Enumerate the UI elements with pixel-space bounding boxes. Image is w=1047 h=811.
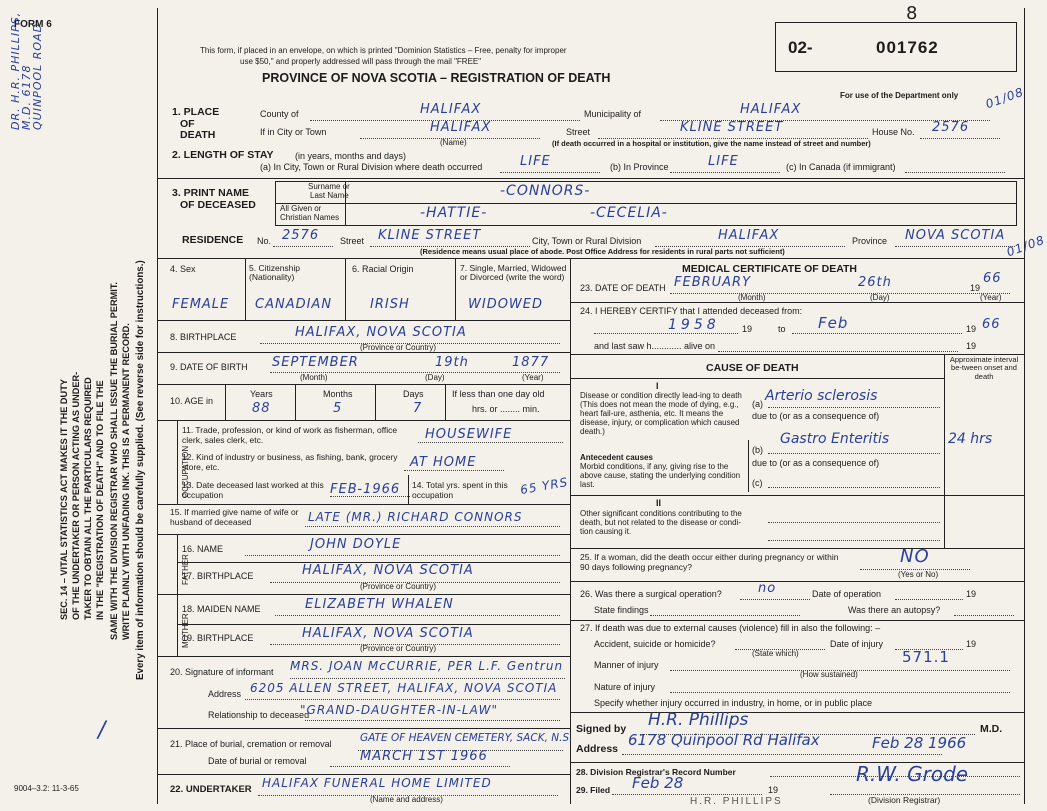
cause-c-line — [768, 487, 940, 488]
citizenship-label: 5. Citizenship (Nationality) — [249, 263, 301, 282]
father-birthplace-label: 17. BIRTHPLACE — [182, 571, 254, 581]
q25-label: 25. If a woman, did the death occur either during pregnancy or within 90 days following pregnancy? — [580, 552, 839, 573]
given-label: All Given or — [280, 204, 322, 213]
antecedent-label: Morbid conditions, if any, giving rise to the above cause, stating the underlying condition last. — [580, 462, 741, 489]
burial-date-line — [330, 766, 510, 767]
row17-bottom — [157, 594, 570, 595]
side-text-4: IN THE "REGISTRATION OF DEATH" AND TO FILE THE — [95, 380, 105, 620]
dob-year-sublabel: (Year) — [522, 373, 544, 382]
house-no-line — [920, 138, 1000, 139]
cause-b-marker: (b) — [752, 445, 763, 455]
q25-sublabel: (Yes or No) — [898, 570, 939, 579]
father-side-label: FATHER — [181, 554, 190, 585]
residence-province-value: NOVA SCOTIA — [905, 228, 1006, 243]
age-div-3 — [375, 384, 376, 420]
name-box-top — [275, 181, 1017, 182]
date-of-operation-label: Date of operation — [812, 589, 882, 599]
father-birthplace-value: HALIFAX, NOVA SCOTIA — [302, 563, 474, 578]
undertaker-value: HALIFAX FUNERAL HOME LIMITED — [262, 776, 492, 790]
autopsy-label: Was there an autopsy? — [848, 605, 941, 615]
surname-label: Surname or — [308, 182, 350, 191]
row26-bottom — [570, 620, 1024, 621]
disease-label: Disease or condition directly lead-ing to death (This does not mean the mode of dying, e.g., heart fail-ure, asthenia, etc. It means the disease, injury, or complication which caused death.) — [580, 391, 742, 436]
registrar-signature: R.W. Grode — [856, 762, 969, 786]
occ-12-label: 12. Kind of industry or business, as fishing, bank, grocery store, etc. — [182, 452, 398, 472]
age-years-label: Years — [250, 389, 273, 399]
med-date-value: Feb 28 1966 — [872, 734, 967, 752]
dod-month-value: FEBRUARY — [674, 275, 752, 290]
row23-bottom — [570, 302, 1024, 303]
row18-bottom — [177, 624, 570, 625]
department-code-2: 01/08 — [1004, 232, 1047, 260]
surname-value: -CONNORS- — [500, 183, 591, 199]
informant-address-value: 6205 ALLEN STREET, HALIFAX, NOVA SCOTIA — [250, 681, 558, 695]
father-birthplace-sublabel: (Province or Country) — [360, 582, 437, 591]
dod-19: 19 — [970, 283, 981, 293]
stay-c-line — [905, 172, 1005, 173]
date-of-death-line — [670, 293, 1010, 294]
name-box-bottom — [275, 225, 1017, 226]
side-text-7: Every item of information should be carefully supplied. (See reverse side for instructions.) — [135, 260, 146, 680]
certify-to-19: 19 — [966, 324, 977, 334]
racial-origin-label: 6. Racial Origin — [352, 264, 414, 274]
spouse-line — [305, 526, 560, 527]
row4-div-3 — [455, 258, 456, 320]
informant-value: MRS. JOAN McCURRIE, PER L.F. Gentrun — [290, 659, 564, 673]
department-code: 01/08 — [983, 84, 1026, 112]
q25-value: NO — [900, 546, 930, 567]
occupation-bar — [177, 420, 178, 504]
mother-birthplace-label: 19. BIRTHPLACE — [182, 633, 254, 643]
city-value: HALIFAX — [430, 120, 492, 135]
stay-a-line — [500, 172, 600, 173]
mother-birthplace-value: HALIFAX, NOVA SCOTIA — [302, 626, 474, 641]
nature-label: Nature of injury — [594, 682, 656, 692]
cause-ii-bottom — [570, 548, 1024, 549]
form-number: FORM 6 — [14, 19, 52, 30]
dod-year-sublabel: (Year) — [980, 293, 1002, 302]
marital-value: WIDOWED — [468, 297, 544, 312]
birthplace-value: HALIFAX, NOVA SCOTIA — [295, 325, 467, 340]
manner-label: Manner of injury — [594, 660, 659, 670]
side-text-5: SAME WITH THE DIVISION REGISTRAR WHO SHALL ISSUE THE BURIAL PERMIT. — [109, 282, 119, 640]
mother-birthplace-sublabel: (Province or Country) — [360, 644, 437, 653]
relationship-value: "GRAND-DAUGHTER-IN-LAW" — [300, 703, 498, 717]
notice-line-2: use $50," and properly addressed will pass through the mail "FREE" — [240, 57, 482, 66]
marital-label: 7. Single, Married, Widowed or Divorced (write the word) — [460, 263, 567, 282]
dod-day-sublabel: (Day) — [870, 293, 890, 302]
name-box-middle — [275, 203, 1017, 204]
father-name-value: JOHN DOYLE — [310, 537, 402, 552]
informant-address-line — [245, 699, 560, 700]
given-name-2-value: -CECELIA- — [590, 205, 668, 221]
q28-label: 28. Division Registrar's Record Number — [576, 767, 736, 777]
certify-from-value: 1958 — [668, 317, 720, 333]
registration-correction: 8 — [906, 3, 919, 24]
how-sustained-sublabel: (How sustained) — [800, 670, 858, 679]
row4-bottom — [157, 320, 570, 321]
hrs-min-label: hrs. or ........ min. — [472, 404, 540, 414]
municipality-value: HALIFAX — [740, 102, 802, 117]
stay-a-label: (a) In City, Town or Rural Division where death occurred — [260, 162, 483, 172]
signed-by-label: Signed by — [576, 723, 627, 735]
side-text-2: OF THE UNDERTAKER OR PERSON ACTING AS UNDER- — [71, 371, 81, 620]
certify-to-value: Feb — [818, 314, 849, 332]
q26-label: 26. Was there a surgical operation? — [580, 589, 722, 599]
med-address-value: 6178 Quinpool Rd Halifax — [628, 731, 820, 749]
age-days-label: Days — [403, 389, 424, 399]
print-name-label-2: OF DECEASED — [180, 199, 256, 211]
cause-a-line — [768, 407, 940, 408]
dob-label: 9. DATE OF BIRTH — [170, 362, 248, 372]
age-div-1 — [225, 384, 226, 420]
side-text-1: SEC. 14 – VITAL STATISTICS ACT MAKES IT THE DUTY — [59, 379, 69, 620]
certify-to-label: to — [778, 324, 786, 334]
occ-13-label: 13. Date deceased last worked at this occupation — [182, 480, 324, 500]
q29-19: 19 — [768, 785, 779, 795]
cause-a-marker: (a) — [752, 399, 763, 409]
age-label: 10. AGE in — [170, 396, 214, 406]
birthplace-label: 8. BIRTHPLACE — [170, 332, 237, 342]
age-days-value: 7 — [413, 401, 423, 416]
registration-number-box — [775, 3, 1017, 72]
divider-main-grid — [157, 258, 1024, 259]
dod-day-value: 26th — [858, 275, 892, 290]
bottom-signature-print: H.R. PHILLIPS — [690, 796, 783, 807]
other-significant-label: Other significant conditions contributing to the death, but not related to the disease or condi-tion causing it. — [580, 509, 742, 536]
cause-c-marker: (c) — [752, 478, 763, 488]
date-of-death-label: 23. DATE OF DEATH — [580, 283, 666, 293]
father-name-line — [245, 555, 560, 556]
residence-street-label: Street — [340, 236, 365, 246]
place-of-death-label-3: DEATH — [180, 129, 216, 141]
state-findings-line — [650, 615, 800, 616]
date-of-injury-19: 19 — [966, 639, 977, 649]
date-of-operation-line — [895, 599, 963, 600]
surname-label-2: Last Name — [310, 191, 349, 200]
margin-check-mark: / — [98, 718, 107, 743]
house-no-label: House No. — [872, 127, 915, 137]
row21-bottom — [157, 774, 570, 775]
q27-label: 27. If death was due to external causes (violence) fill in also the following: – — [580, 623, 881, 633]
cause-header-bottom — [570, 378, 944, 379]
other-line-2 — [768, 540, 940, 541]
occ-14-label: 14. Total yrs. spent in this occupation — [412, 480, 508, 500]
form-code: 9004–3.2: 11-3-65 — [14, 784, 79, 793]
mother-bar — [177, 594, 178, 656]
cause-a-value: Arterio sclerosis — [765, 388, 878, 404]
city-name-sublabel: (Name) — [440, 138, 467, 147]
name-box-right — [1016, 181, 1017, 225]
municipality-label: Municipality of — [584, 109, 642, 119]
less-than-day-label: If less than one day old — [452, 389, 545, 399]
department-use-label: For use of the Department only — [840, 91, 959, 100]
occupation-side-label: OCCUPATION — [181, 445, 190, 498]
burial-place-value: GATE OF HEAVEN CEMETERY, SACK, N.S. — [360, 732, 573, 744]
occ-12-value: AT HOME — [410, 455, 477, 470]
cause-of-death-title: CAUSE OF DEATH — [706, 362, 799, 374]
side-text-6: WRITE PLAINLY WITH UNFADING INK. THIS IS A PERMANENT RECORD. — [121, 323, 131, 640]
residence-city-value: HALIFAX — [718, 228, 780, 243]
row20-bottom — [157, 728, 570, 729]
occ-11-label: 11. Trade, profession, or kind of work as fisherman, office clerk, sales clerk, etc. — [182, 425, 398, 445]
mother-maiden-value: ELIZABETH WHALEN — [305, 597, 454, 612]
place-of-death-label-2: OF — [180, 118, 195, 130]
main-frame-right — [1024, 8, 1025, 804]
birthplace-sublabel: (Province or Country) — [360, 343, 437, 352]
q26-value: no — [758, 581, 777, 596]
row15-bottom — [157, 534, 570, 535]
q26-line — [740, 599, 810, 600]
row4-div-2 — [345, 258, 346, 320]
last-saw-label: and last saw h............ alive on — [594, 341, 716, 351]
occ-14-value: 65 YRS — [519, 474, 570, 498]
age-div-4 — [445, 384, 446, 420]
due-to-a-label: due to (or as a consequence of) — [752, 411, 880, 421]
q29-line — [612, 794, 762, 795]
spouse-label: 15. If married give name of wife or husband of deceased — [170, 507, 299, 527]
informant-label: 20. Signature of informant — [170, 667, 274, 677]
division-registrar-sublabel: (Division Registrar) — [868, 795, 941, 805]
residence-label: RESIDENCE — [182, 234, 244, 246]
certify-to-line — [792, 333, 962, 334]
stay-units: (in years, months and days) — [295, 151, 407, 161]
row10-bottom — [157, 420, 570, 421]
column-divider — [570, 258, 571, 804]
cause-part-i: I — [656, 381, 659, 391]
occ-13-14-div — [408, 475, 409, 504]
certify-year-value: 66 — [982, 317, 1001, 332]
state-findings-label: State findings — [594, 605, 649, 615]
antecedent-title: Antecedent causes — [580, 453, 653, 462]
med-address-line — [622, 754, 942, 755]
row4-div-1 — [245, 258, 246, 320]
date-of-injury-label: Date of injury — [830, 639, 884, 649]
md-label: M.D. — [980, 723, 1003, 735]
cause-b-value: Gastro Enteritis — [780, 431, 890, 447]
due-to-b-label: due to (or as a consequence of) — [752, 458, 880, 468]
row8-bottom — [157, 352, 570, 353]
row9-bottom — [157, 384, 570, 385]
residence-province-label: Province — [852, 236, 888, 246]
undertaker-label: 22. UNDERTAKER — [170, 784, 252, 795]
row27-bottom — [570, 712, 1024, 713]
residence-note: (Residence means usual place of abode. Post Office Address for residents in rural parts not sufficient) — [420, 247, 785, 256]
notice-line-1: This form, if placed in an envelope, on which is printed "Dominion Statistics – Free, penalty for improper — [200, 46, 567, 55]
interval-divider — [944, 354, 945, 548]
margin-note: DR. H.R. PHILLIPS, M.D. 6178 QUINPOOL ROAD — [9, 11, 44, 130]
stay-b-line — [670, 172, 780, 173]
certify-from-19: 19 — [742, 324, 753, 334]
informant-address-label: Address — [208, 689, 242, 699]
occ-11-value: HOUSEWIFE — [425, 427, 513, 442]
given-label-2: Christian Names — [280, 213, 340, 222]
interval-b-value: 24 hrs — [948, 431, 993, 447]
row14-bottom — [157, 504, 570, 505]
cause-b-line — [768, 453, 940, 454]
burial-date-value: MARCH 1ST 1966 — [360, 749, 488, 764]
state-which-sublabel: (State which) — [752, 649, 799, 658]
if-city-label: If in City or Town — [260, 127, 327, 137]
residence-street-value: KLINE STREET — [378, 228, 482, 243]
certify-from-line — [594, 333, 738, 334]
stay-b-value: LIFE — [708, 154, 739, 169]
residence-city-label: City, Town or Rural Division — [532, 236, 642, 246]
spouse-value: LATE (MR.) RICHARD CONNORS — [308, 510, 523, 524]
registration-prefix: 02- — [788, 38, 813, 57]
med-address-label: Address — [576, 743, 619, 755]
medical-certificate-title: MEDICAL CERTIFICATE OF DEATH — [682, 263, 857, 275]
dob-day-sublabel: (Day) — [425, 373, 445, 382]
row25-bottom — [570, 581, 1024, 582]
cause-i-bottom — [570, 495, 1024, 496]
burial-label: 21. Place of burial, cremation or removal — [170, 739, 332, 749]
row19-bottom — [157, 656, 570, 657]
accident-label: Accident, suicide or homicide? — [594, 639, 716, 649]
age-years-value: 88 — [252, 401, 271, 416]
occ-12-line — [404, 470, 504, 471]
street-value: KLINE STREET — [680, 120, 784, 135]
county-label: County of — [260, 109, 299, 119]
sex-value: FEMALE — [172, 297, 230, 312]
stay-c-label: (c) In Canada (if immigrant) — [786, 162, 896, 172]
signed-by-value: H.R. Phillips — [648, 710, 749, 730]
residence-no-line — [273, 246, 333, 247]
residence-no-label: No. — [257, 236, 272, 246]
last-saw-line — [718, 351, 958, 352]
autopsy-line — [954, 615, 1014, 616]
mother-maiden-line — [275, 615, 560, 616]
q29-label: 29. Filed — [576, 785, 611, 795]
father-bar — [177, 534, 178, 594]
manner-value: 571.1 — [902, 648, 950, 666]
last-saw-19: 19 — [966, 341, 977, 351]
relationship-line — [305, 720, 560, 721]
burial-date-label: Date of burial or removal — [208, 756, 307, 766]
dod-year-value: 66 — [983, 271, 1002, 286]
dod-month-sublabel: (Month) — [738, 293, 766, 302]
filed-value: Feb 28 — [632, 774, 684, 792]
length-of-stay-label: 2. LENGTH OF STAY — [172, 149, 274, 161]
racial-origin-value: IRISH — [370, 297, 410, 312]
registration-number: 001762 — [876, 38, 939, 57]
residence-no-value: 2576 — [282, 228, 320, 243]
father-name-label: 16. NAME — [182, 544, 224, 554]
dob-month-sublabel: (Month) — [300, 373, 328, 382]
age-div-2 — [295, 384, 296, 420]
house-no-value: 2576 — [932, 120, 970, 135]
relationship-label: Relationship to deceased — [208, 710, 310, 720]
divider-section-3 — [157, 178, 1024, 179]
dob-month-value: SEPTEMBER — [272, 355, 359, 370]
stay-b-label: (b) In Province — [610, 162, 669, 172]
cause-part-ii: II — [656, 498, 662, 508]
residence-province-line — [895, 246, 1015, 247]
print-name-label: 3. PRINT NAME — [172, 187, 250, 199]
date-of-operation-19: 19 — [966, 589, 977, 599]
age-months-value: 5 — [333, 401, 343, 416]
side-text-3: TAKER TO OBTAIN ALL THE PARTICULARS REQUIRED — [83, 377, 93, 620]
age-months-label: Months — [323, 389, 353, 399]
undertaker-sublabel: (Name and address) — [370, 795, 443, 804]
page-title: PROVINCE OF NOVA SCOTIA – REGISTRATION OF DEATH — [262, 71, 611, 85]
citizenship-value: CANADIAN — [255, 297, 333, 312]
mother-maiden-label: 18. MAIDEN NAME — [182, 604, 261, 614]
interval-label: Approximate interval be-tween onset and death — [949, 355, 1019, 381]
certify-label: 24. I HEREBY CERTIFY that I attended deceased from: — [580, 306, 803, 316]
sex-label: 4. Sex — [170, 264, 196, 274]
mother-side-label: MOTHER — [181, 613, 190, 648]
antecedent-brace — [748, 440, 749, 492]
nature-line — [670, 692, 1010, 693]
hospital-note: (If death occurred in a hospital or institution, give the name instead of street and number) — [552, 139, 871, 148]
occ-13-value: FEB-1966 — [330, 482, 401, 497]
specify-label: Specify whether injury occurred in industry, in home, or in public place — [594, 698, 872, 708]
occ-11-line — [418, 442, 563, 443]
informant-line — [290, 678, 565, 679]
main-frame-left — [157, 8, 158, 804]
given-name-1-value: -HATTIE- — [420, 205, 488, 221]
dob-day-value: 19th — [435, 355, 469, 370]
street-label: Street — [566, 127, 591, 137]
place-of-death-label: 1. PLACE — [172, 106, 220, 118]
other-line-1 — [768, 522, 940, 523]
county-value: HALIFAX — [420, 102, 482, 117]
dob-year-value: 1877 — [512, 355, 550, 370]
stay-a-value: LIFE — [520, 154, 551, 169]
